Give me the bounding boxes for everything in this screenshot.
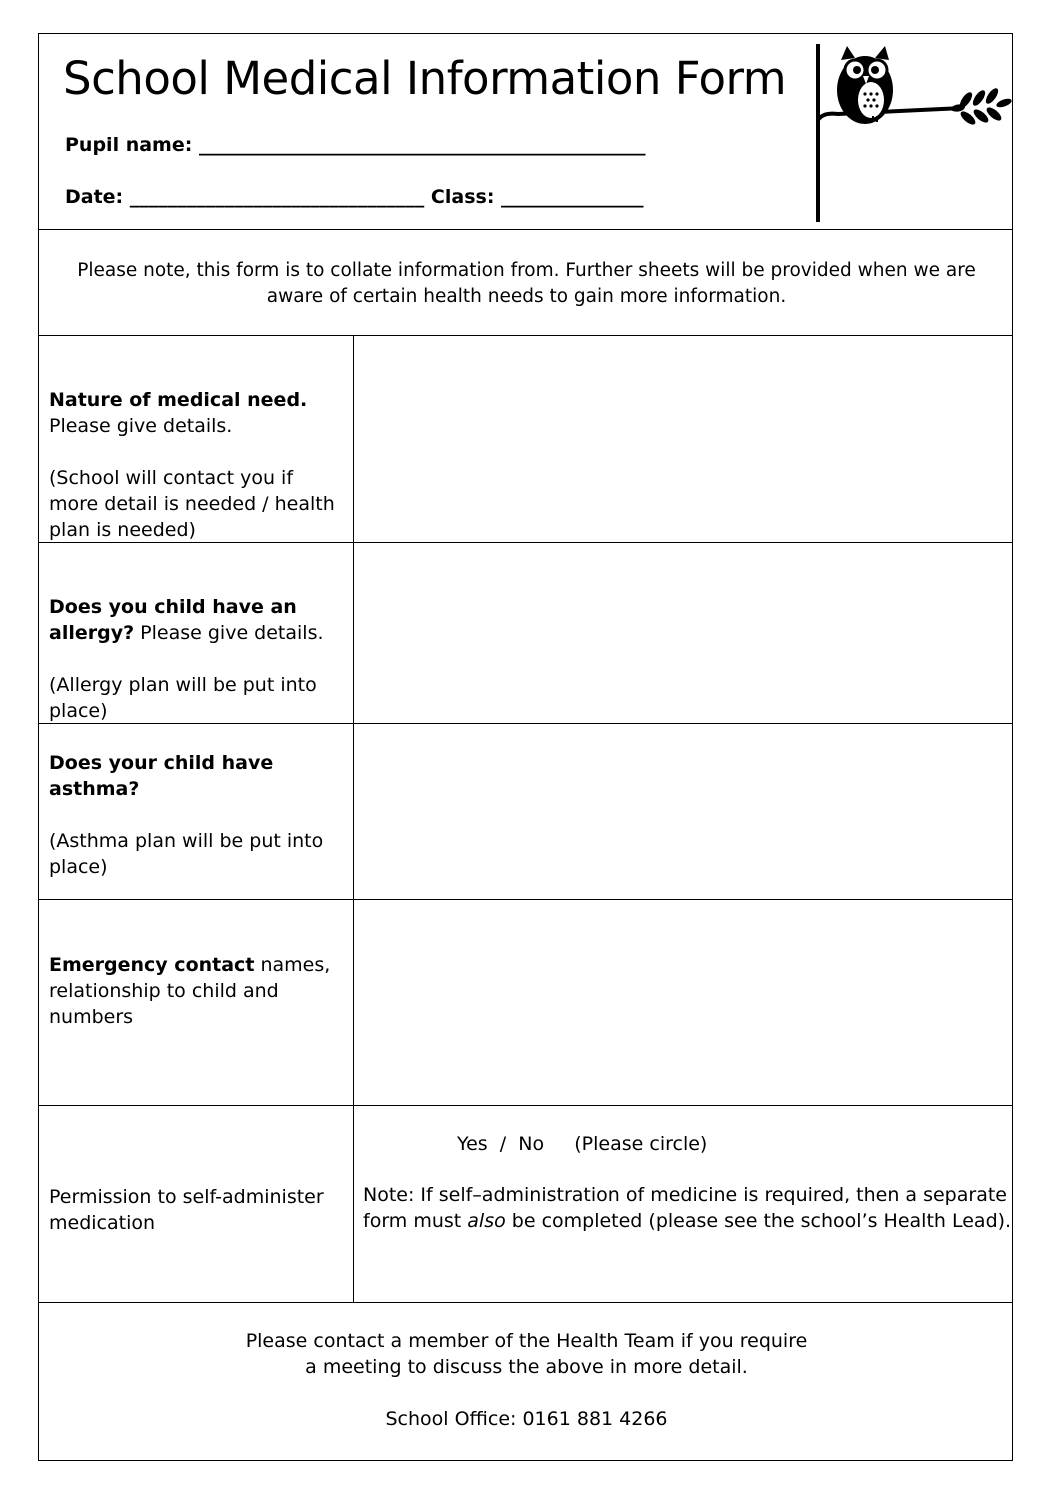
- class-label: Class:: [430, 186, 495, 208]
- notice-text: [39, 258, 1014, 310]
- date-label: Date:: [65, 186, 124, 208]
- permission-note-emphasis: also: [467, 1210, 506, 1232]
- date-class-row: [65, 186, 644, 208]
- permission-note-line-1: Note: If self–administration of medicine is required, then a separate: [363, 1184, 1007, 1206]
- class-line[interactable]: _______________: [501, 186, 644, 208]
- asthma-note-2: place): [49, 856, 108, 878]
- pupil-name-field[interactable]: [65, 134, 645, 156]
- asthma-input[interactable]: [355, 724, 1013, 898]
- notice-line-2: aware of certain health needs to gain more information.: [266, 286, 787, 307]
- owl-on-branch-icon: [813, 42, 1013, 222]
- emergency-contact-heading: Emergency contact: [49, 954, 255, 976]
- allergy-heading-2: allergy?: [49, 622, 135, 644]
- yes-no-options[interactable]: Yes / No (Please circle): [457, 1133, 708, 1155]
- asthma-heading-2: asthma?: [49, 778, 140, 800]
- divider-row-5: [39, 1302, 1012, 1303]
- medical-need-label: [49, 387, 344, 543]
- asthma-note-1: (Asthma plan will be put into: [49, 830, 324, 852]
- column-divider: [353, 335, 354, 1302]
- allergy-label: [49, 594, 344, 724]
- allergy-input[interactable]: [355, 543, 1013, 722]
- medical-need-note-1: (School will contact you if: [49, 467, 294, 489]
- permission-label-2: medication: [49, 1212, 156, 1234]
- allergy-note-2: place): [49, 700, 108, 722]
- permission-note-post: be completed (please see the school’s Health Lead).: [505, 1210, 1012, 1232]
- medical-need-input[interactable]: [355, 336, 1013, 541]
- allergy-note-1: (Allergy plan will be put into: [49, 674, 317, 696]
- date-line[interactable]: _______________________________: [129, 186, 425, 208]
- permission-note: [363, 1182, 1013, 1234]
- pupil-name-label: Pupil name:: [65, 134, 193, 156]
- permission-note-pre: form must: [363, 1210, 468, 1232]
- medical-form: [38, 33, 1013, 1461]
- emergency-contact-text-2: relationship to child and: [49, 980, 279, 1002]
- pupil-name-line: _______________________________________________: [198, 134, 646, 156]
- medical-need-note-2: more detail is needed / health: [49, 493, 335, 515]
- emergency-contact-input[interactable]: [355, 900, 1013, 1104]
- school-office-phone: School Office: 0161 881 4266: [385, 1408, 668, 1430]
- divider-row-4: [39, 1105, 1012, 1106]
- permission-label: [49, 1184, 344, 1236]
- footer-text: [39, 1328, 1014, 1432]
- page-title: School Medical Information Form: [63, 52, 787, 105]
- asthma-heading-1: Does your child have: [49, 752, 274, 774]
- allergy-sub: Please give details.: [134, 622, 324, 644]
- allergy-heading-1: Does you child have an: [49, 596, 297, 618]
- divider-header: [39, 229, 1012, 230]
- permission-note-line-2: [363, 1208, 1013, 1234]
- medical-need-note-3: plan is needed): [49, 519, 196, 541]
- footer-line-1: Please contact a member of the Health Team if you require: [245, 1330, 808, 1352]
- notice-line-1: Please note, this form is to collate information from. Further sheets will be provided when we are: [77, 260, 976, 281]
- medical-need-heading: Nature of medical need.: [49, 389, 308, 411]
- medical-need-sub: Please give details.: [49, 415, 233, 437]
- asthma-label: [49, 750, 344, 880]
- emergency-contact-label: [49, 952, 344, 1030]
- emergency-contact-text-3: numbers: [49, 1006, 134, 1028]
- emergency-contact-text-1: names,: [254, 954, 331, 976]
- footer-line-2: a meeting to discuss the above in more detail.: [305, 1356, 748, 1378]
- permission-label-1: Permission to self-administer: [49, 1186, 324, 1208]
